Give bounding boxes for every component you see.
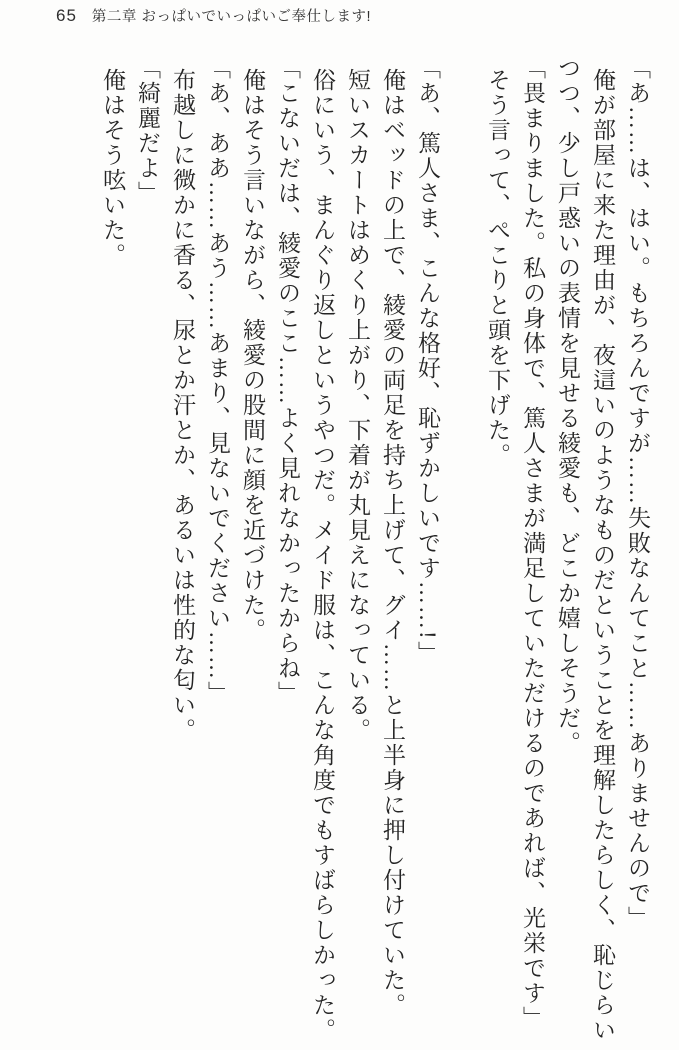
chapter-title: 第二章 おっぱいでいっぱいご奉仕します! <box>91 9 371 25</box>
page-text <box>35 56 655 1046</box>
narration-line: 短いスカートはめくり上がり、下着が丸見えになっている。 <box>345 68 370 743</box>
running-head <box>56 5 371 26</box>
text-section-1 <box>480 56 655 1046</box>
text-section-2 <box>95 56 445 1046</box>
dialogue-line: 「畏まりました。私の身体で、篤人さまが満足していただけるのであれば、光栄です」 <box>520 56 545 1031</box>
narration-line: 俺はそう言いながら、綾愛の股間に顔を近づけた。 <box>240 68 265 643</box>
narration-line: 布越しに微かに香る、尿とか汗とか、あるいは性的な匂い。 <box>170 68 195 743</box>
narration-line: そう言って、ぺこりと頭を下げた。 <box>485 68 510 468</box>
dialogue-line: 「あ、篤人さま、こんな格好、恥ずかしいです……!」 <box>415 56 440 666</box>
dialogue-line: 「こないだは、綾愛のここ……よく見れなかったからね」 <box>275 56 300 706</box>
dialogue-line: 「綺麗だよ」 <box>135 56 160 206</box>
dialogue-line: 「あ……は、はい。もちろんですが……失敗なんてこと……ありませんので」 <box>625 56 650 931</box>
page-number: 65 <box>56 6 77 25</box>
narration-line: 俺が部屋に来た理由が、夜這いのようなものだということを理解したらしく、恥じらいつつ、少し戸惑いの表情を見せる綾愛も、どこか嬉しそうだ。 <box>555 56 615 1043</box>
narration-line: 俺はベッドの上で、綾愛の両足を持ち上げて、グイ……と上半身に押し付けていた。 <box>380 68 405 1018</box>
dialogue-line: 「あ、ああ……あう……あまり、見ないでください……」 <box>205 56 230 706</box>
narration-line: 俺はそう呟いた。 <box>100 68 125 268</box>
narration-line: 俗にいう、まんぐり返しというやつだ。メイド服は、こんな角度でもすばらしかった。 <box>310 68 335 1043</box>
section-break-gap <box>445 56 480 1046</box>
